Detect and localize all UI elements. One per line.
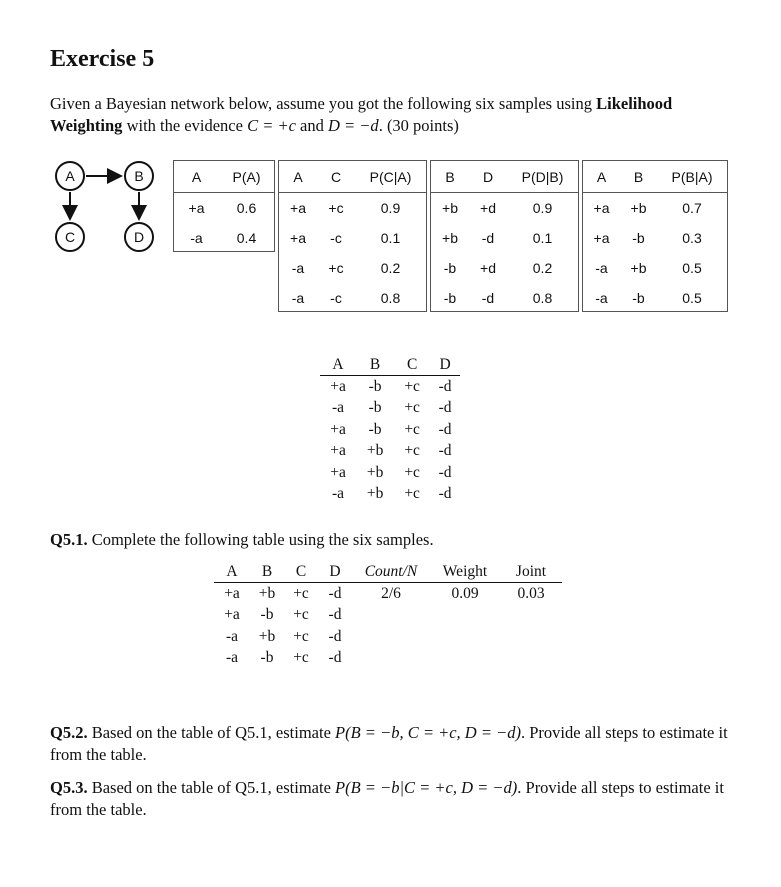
q52-prompt (50, 722, 740, 766)
cpt-cell: +a (290, 230, 306, 246)
cpt-cell: 0.1 (380, 230, 401, 246)
q51-cell (352, 648, 430, 670)
q51-cell (352, 626, 430, 648)
cpt-cell: -c (330, 290, 342, 306)
q51-cell: +a (224, 606, 240, 624)
sample-cell: +a (330, 377, 346, 395)
cpt-row (431, 223, 578, 253)
q51-header: A (214, 561, 250, 583)
q52-text-2: . Provide all steps to estimate it from the table. (50, 723, 728, 764)
cpt-cell: -b (632, 230, 645, 246)
q51-table (214, 561, 562, 669)
q51-prompt (50, 529, 740, 551)
q52-expression: P(B = −b, C = +c, D = −d) (335, 723, 521, 742)
sample-cell: +c (404, 442, 420, 460)
sample-cell: +c (404, 485, 420, 503)
cpt-cell: 0.2 (532, 260, 553, 276)
node-b: B (124, 161, 154, 191)
cpt-cell: -b (632, 290, 645, 306)
q52-text-1: Based on the table of Q5.1, estimate (87, 723, 336, 742)
cpt-header: A (279, 161, 317, 193)
q51-header: D (318, 561, 352, 583)
q51-cell: 0.09 (451, 584, 479, 602)
q51-cell: -d (328, 584, 342, 602)
cpt-row (279, 223, 426, 253)
q53-prompt (50, 777, 740, 821)
cpt-header: B (431, 161, 469, 193)
cpt-cell: +a (290, 200, 306, 216)
q51-cell: 0.03 (517, 584, 545, 602)
cpt-cell: 0.8 (380, 290, 401, 306)
q51-header: B (250, 561, 284, 583)
cpt-header: P(C|A) (355, 161, 426, 193)
samples-header: D (430, 354, 460, 376)
cpt-cell: 0.6 (236, 200, 257, 216)
cpt-cell: 0.2 (380, 260, 401, 276)
cpt-header: P(D|B) (507, 161, 578, 193)
cpt-pb-given-a (582, 160, 728, 312)
cpt-row (431, 193, 578, 224)
cpt-cell: +b (630, 200, 647, 216)
cpt-header: B (620, 161, 657, 193)
sample-cell: -d (438, 485, 452, 503)
cpt-row (174, 223, 274, 253)
cpt-cell: -a (291, 290, 305, 306)
sample-cell: +b (366, 463, 384, 481)
sample-cell: +c (404, 420, 420, 438)
q51-row (214, 626, 562, 648)
q51-cell: -b (260, 606, 274, 624)
cpt-cell: -b (443, 290, 457, 306)
cpt-row (279, 193, 426, 224)
sample-row (320, 484, 460, 506)
cpt-cell: 0.5 (682, 290, 702, 306)
q51-text: Complete the following table using the six samples. (87, 530, 434, 549)
cpt-cell: 0.1 (532, 230, 553, 246)
q51-cell: +b (258, 627, 276, 645)
cpt-cell: +a (188, 200, 205, 216)
sample-cell: -b (368, 420, 382, 438)
sample-cell: -d (438, 442, 452, 460)
q51-cell: -d (328, 627, 342, 645)
sample-cell: -d (438, 463, 452, 481)
q51-header: Weight (430, 561, 500, 583)
intro-text-3: and (295, 116, 328, 135)
cpt-cell: -a (291, 260, 305, 276)
sample-cell: +b (366, 485, 384, 503)
cpt-row (583, 193, 727, 224)
cpt-cell: +a (593, 230, 610, 246)
q51-cell: +c (293, 627, 309, 645)
q51-cell (352, 605, 430, 627)
cpt-row (583, 253, 727, 283)
q51-cell (500, 648, 562, 670)
cpt-cell: -a (190, 230, 203, 246)
cpt-cell: +c (328, 260, 344, 276)
q51-cell: -a (225, 627, 239, 645)
cpt-pa (173, 160, 275, 252)
cpt-header: A (174, 161, 219, 193)
sample-row (320, 462, 460, 484)
q51-cell (500, 605, 562, 627)
q51-header (352, 561, 430, 583)
q53-text-2: . Provide all steps to estimate it from the table. (50, 778, 724, 819)
q51-cell: -d (328, 606, 342, 624)
cpt-cell: +d (480, 200, 496, 216)
cpt-row (279, 253, 426, 283)
cpt-header: P(B|A) (657, 161, 727, 193)
q51-header: C (284, 561, 318, 583)
q51-cell: +b (258, 584, 276, 602)
cpt-cell: 0.9 (532, 200, 553, 216)
intro-text-1: Given a Bayesian network below, assume you got the following six samples using (50, 94, 597, 113)
cpt-cell: 0.7 (682, 200, 702, 216)
cpt-pd-given-b (430, 160, 579, 312)
cpt-row (174, 193, 274, 224)
cpt-header: D (469, 161, 507, 193)
cpt-cell: +c (328, 200, 344, 216)
q51-row (214, 648, 562, 670)
q51-cell (500, 626, 562, 648)
q51-cell: +c (293, 606, 309, 624)
q51-cell (430, 626, 500, 648)
sample-cell: -a (332, 399, 345, 417)
sample-cell: +c (404, 399, 420, 417)
q52-label: Q5.2. (50, 723, 88, 742)
cpt-cell: -b (443, 260, 457, 276)
q51-cell: +a (224, 584, 240, 602)
cpt-row (583, 283, 727, 313)
q51-cell: -a (225, 649, 239, 667)
node-c: C (55, 222, 85, 252)
cpt-cell: -c (330, 230, 342, 246)
q51-row (214, 583, 562, 605)
cpt-row (431, 253, 578, 283)
sample-row (320, 419, 460, 441)
intro-evidence-d: D = −d (328, 116, 379, 135)
samples-table (320, 354, 460, 505)
q51-cell: +c (293, 649, 309, 667)
cpt-cell: -a (595, 290, 608, 306)
sample-cell: -b (368, 399, 382, 417)
intro-method: Likelihood Weighting (50, 94, 673, 135)
intro-text-2: with the evidence (122, 116, 248, 135)
sample-row (320, 441, 460, 463)
sample-cell: +c (404, 377, 420, 395)
cpt-row (279, 283, 426, 313)
q51-cell: 2/6 (381, 584, 401, 602)
cpt-pc-given-a (278, 160, 427, 312)
q51-cell: +c (293, 584, 309, 602)
samples-header: A (320, 354, 356, 376)
intro-evidence-c: C = +c (247, 116, 296, 135)
cpt-header: A (583, 161, 620, 193)
sample-row (320, 376, 460, 398)
q53-text-1: Based on the table of Q5.1, estimate (87, 778, 336, 797)
cpt-header: P(A) (219, 161, 274, 193)
cpt-row (431, 283, 578, 313)
sample-cell: +a (330, 442, 346, 460)
q51-cell: -b (260, 649, 274, 667)
cpt-cell: 0.3 (682, 230, 702, 246)
sample-cell: -d (438, 399, 452, 417)
cpt-cell: +a (593, 200, 610, 216)
sample-cell: +c (404, 463, 420, 481)
q51-cell: -d (328, 649, 342, 667)
cpt-cell: 0.5 (682, 260, 702, 276)
sample-cell: +a (330, 420, 346, 438)
cpt-cell: 0.8 (532, 290, 553, 306)
node-a: A (55, 161, 85, 191)
sample-cell: -d (438, 377, 452, 395)
intro-text-4: . (30 points) (378, 116, 459, 135)
q51-row (214, 605, 562, 627)
q53-label: Q5.3. (50, 778, 88, 797)
samples-header: C (394, 354, 430, 376)
cpt-cell: 0.4 (236, 230, 257, 246)
q51-cell (430, 648, 500, 670)
q51-header-count: Count/N (364, 562, 418, 580)
sample-cell: +b (366, 442, 384, 460)
cpt-cell: 0.9 (380, 200, 401, 216)
sample-cell: -d (438, 420, 452, 438)
sample-cell: -b (368, 377, 382, 395)
node-d: D (124, 222, 154, 252)
cpt-cell: +b (442, 230, 458, 246)
cpt-cell: -d (481, 230, 495, 246)
sample-row (320, 398, 460, 420)
q51-header: Joint (500, 561, 562, 583)
cpt-cell: +d (480, 260, 496, 276)
cpt-header: C (317, 161, 355, 193)
sample-cell: -a (332, 485, 345, 503)
cpt-cell: +b (442, 200, 458, 216)
cpt-cell: -a (595, 260, 608, 276)
q53-expression: P(B = −b|C = +c, D = −d) (335, 778, 518, 797)
cpt-row (583, 223, 727, 253)
exercise-title: Exercise 5 (50, 46, 155, 72)
q51-label: Q5.1. (50, 530, 88, 549)
cpt-cell: -d (481, 290, 495, 306)
samples-header: B (356, 354, 394, 376)
sample-cell: +a (330, 463, 346, 481)
cpt-cell: +b (630, 260, 647, 276)
q51-cell (430, 605, 500, 627)
